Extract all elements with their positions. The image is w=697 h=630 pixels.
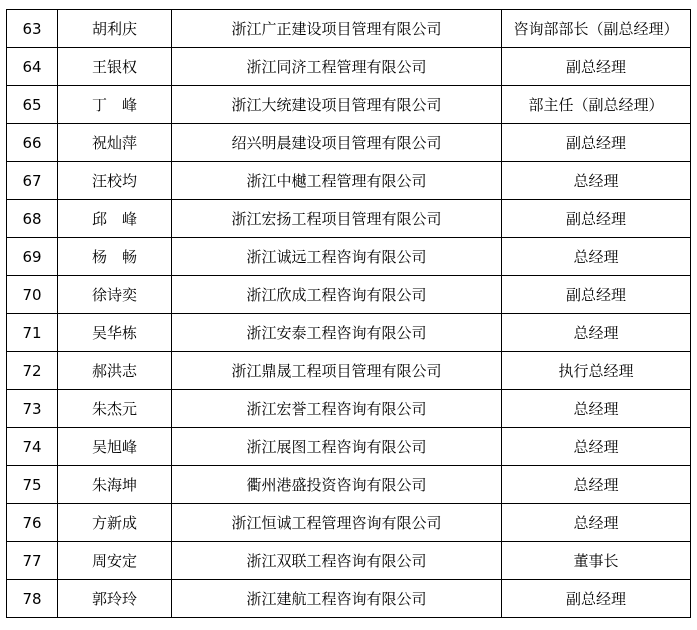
name-cell: 吴旭峰 [58, 428, 172, 466]
company-cell: 浙江宏扬工程项目管理有限公司 [172, 200, 502, 238]
table-row [7, 352, 691, 390]
position-cell: 总经理 [502, 162, 691, 200]
name-cell: 朱海坤 [58, 466, 172, 504]
name-cell: 王银权 [58, 48, 172, 86]
table-row [7, 86, 691, 124]
row-number-cell: 72 [7, 352, 58, 390]
position-cell: 总经理 [502, 314, 691, 352]
company-cell: 绍兴明晨建设项目管理有限公司 [172, 124, 502, 162]
position-cell: 副总经理 [502, 124, 691, 162]
table-row [7, 390, 691, 428]
position-cell: 总经理 [502, 238, 691, 276]
row-number-cell: 68 [7, 200, 58, 238]
name-cell: 徐诗奕 [58, 276, 172, 314]
position-cell: 总经理 [502, 428, 691, 466]
position-cell: 部主任（副总经理） [502, 86, 691, 124]
name-cell: 胡利庆 [58, 10, 172, 48]
company-cell: 浙江中樾工程管理有限公司 [172, 162, 502, 200]
company-cell: 浙江广正建设项目管理有限公司 [172, 10, 502, 48]
row-number-cell: 76 [7, 504, 58, 542]
row-number-cell: 77 [7, 542, 58, 580]
name-cell: 郭玲玲 [58, 580, 172, 618]
position-cell: 总经理 [502, 504, 691, 542]
company-cell: 浙江欣成工程咨询有限公司 [172, 276, 502, 314]
name-cell: 杨 畅 [58, 238, 172, 276]
table-row [7, 276, 691, 314]
table-row [7, 504, 691, 542]
position-cell: 副总经理 [502, 48, 691, 86]
row-number-cell: 70 [7, 276, 58, 314]
table-row [7, 314, 691, 352]
company-cell: 浙江安泰工程咨询有限公司 [172, 314, 502, 352]
name-cell: 郝洪志 [58, 352, 172, 390]
position-cell: 董事长 [502, 542, 691, 580]
row-number-cell: 64 [7, 48, 58, 86]
row-number-cell: 78 [7, 580, 58, 618]
name-cell: 方新成 [58, 504, 172, 542]
company-cell: 浙江大统建设项目管理有限公司 [172, 86, 502, 124]
company-cell: 浙江诚远工程咨询有限公司 [172, 238, 502, 276]
name-cell: 祝灿萍 [58, 124, 172, 162]
name-cell: 丁 峰 [58, 86, 172, 124]
name-cell: 朱杰元 [58, 390, 172, 428]
row-number-cell: 69 [7, 238, 58, 276]
company-cell: 衢州港盛投资咨询有限公司 [172, 466, 502, 504]
name-cell: 周安定 [58, 542, 172, 580]
company-cell: 浙江恒诚工程管理咨询有限公司 [172, 504, 502, 542]
table-row [7, 124, 691, 162]
position-cell: 执行总经理 [502, 352, 691, 390]
position-cell: 总经理 [502, 466, 691, 504]
table-row [7, 580, 691, 618]
name-cell: 邱 峰 [58, 200, 172, 238]
company-cell: 浙江建航工程咨询有限公司 [172, 580, 502, 618]
row-number-cell: 63 [7, 10, 58, 48]
table-row [7, 428, 691, 466]
table-row [7, 238, 691, 276]
name-cell: 汪校均 [58, 162, 172, 200]
table-row [7, 48, 691, 86]
table-row [7, 542, 691, 580]
table-row [7, 200, 691, 238]
position-cell: 副总经理 [502, 200, 691, 238]
personnel-table [6, 9, 691, 618]
company-cell: 浙江宏誉工程咨询有限公司 [172, 390, 502, 428]
row-number-cell: 73 [7, 390, 58, 428]
row-number-cell: 65 [7, 86, 58, 124]
company-cell: 浙江双联工程咨询有限公司 [172, 542, 502, 580]
row-number-cell: 71 [7, 314, 58, 352]
row-number-cell: 67 [7, 162, 58, 200]
position-cell: 副总经理 [502, 276, 691, 314]
table-row [7, 162, 691, 200]
row-number-cell: 75 [7, 466, 58, 504]
name-cell: 吴华栋 [58, 314, 172, 352]
position-cell: 总经理 [502, 390, 691, 428]
table-body [7, 10, 691, 618]
table-row [7, 10, 691, 48]
position-cell: 咨询部部长（副总经理） [502, 10, 691, 48]
row-number-cell: 66 [7, 124, 58, 162]
company-cell: 浙江鼎晟工程项目管理有限公司 [172, 352, 502, 390]
position-cell: 副总经理 [502, 580, 691, 618]
company-cell: 浙江同济工程管理有限公司 [172, 48, 502, 86]
row-number-cell: 74 [7, 428, 58, 466]
table-row [7, 466, 691, 504]
company-cell: 浙江展图工程咨询有限公司 [172, 428, 502, 466]
